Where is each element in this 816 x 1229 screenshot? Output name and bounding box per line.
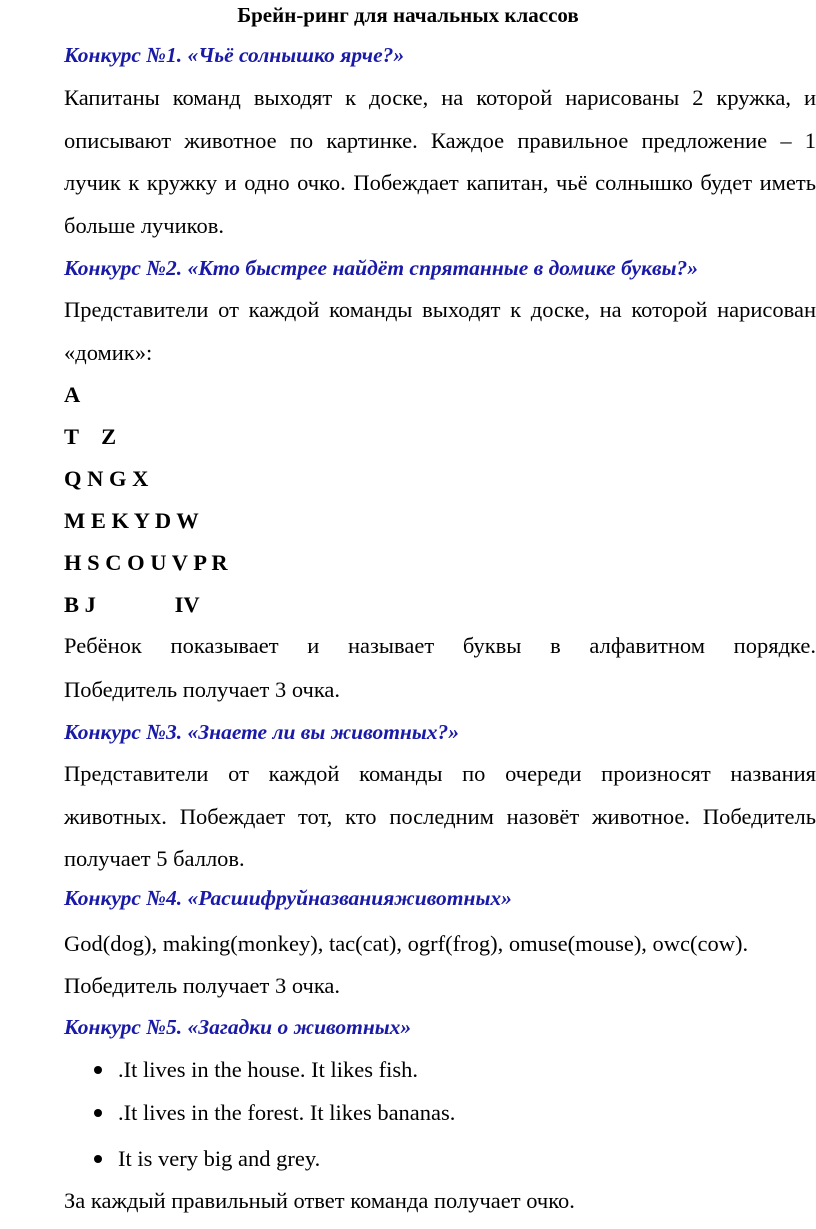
riddle-list-item <box>94 1057 418 1083</box>
bullet-icon <box>94 1155 102 1163</box>
bullet-icon <box>94 1066 102 1074</box>
contest-2-result-line-2: Победитель получает 3 очка. <box>64 677 341 702</box>
letter-row: Q N G X <box>64 466 149 491</box>
riddle-text: .It lives in the forest. It likes bananas. <box>118 1100 456 1125</box>
contest-3-heading: Конкурс №3. «Знаете ли вы животных?» <box>64 720 460 744</box>
riddle-text: .It lives in the house. It likes fish. <box>118 1057 418 1082</box>
contest-4-heading: Конкурс №4. «Расшифруйназванияживотных» <box>64 886 512 910</box>
letter-row: A <box>64 382 81 407</box>
riddle-text: It is very big and grey. <box>118 1146 321 1171</box>
letter-row: H S C O U V P R <box>64 550 228 575</box>
letter-row: M E K Y D W <box>64 508 199 533</box>
letter-row: B J IV <box>64 592 200 617</box>
contest-2-heading: Конкурс №2. «Кто быстрее найдёт спрятанные в домике буквы?» <box>64 256 698 280</box>
letter-row: T Z <box>64 424 117 449</box>
contest-4-result: Победитель получает 3 очка. <box>64 973 341 998</box>
contest-5-result: За каждый правильный ответ команда получает очко. <box>64 1188 575 1213</box>
contest-2-text: Представители от каждой команды выходят к доске, на которой нарисован «домик»: <box>64 297 816 365</box>
contest-4-words: God(dog), making(monkey), tac(cat), ogrf(frog), omuse(mouse), owc(cow). <box>64 931 749 956</box>
contest-5-heading: Конкурс №5. «Загадки о животных» <box>64 1015 412 1039</box>
bullet-icon <box>94 1109 102 1117</box>
contest-3-text: Представители от каждой команды по очереди произносят названия животных. Побеждает тот, кто последним назовёт животное. Победитель получает 5 баллов. <box>64 761 816 871</box>
riddle-list-item <box>94 1146 320 1172</box>
contest-2-result-line-1: Ребёнок показывает и называет буквы в алфавитном порядке. <box>64 633 816 658</box>
document-title: Брейн-ринг для начальных классов <box>237 3 579 27</box>
contest-1-heading: Конкурс №1. «Чьё солнышко ярче?» <box>64 43 405 67</box>
contest-1-text: Капитаны команд выходят к доске, на которой нарисованы 2 кружка, и описывают животное по картинке. Каждое правильное предложение – 1 лучик к кружку и одно очко. Побеждает капитан, чьё солнышко будет иметь больше лучиков. <box>64 85 816 238</box>
riddle-list-item <box>94 1100 455 1126</box>
